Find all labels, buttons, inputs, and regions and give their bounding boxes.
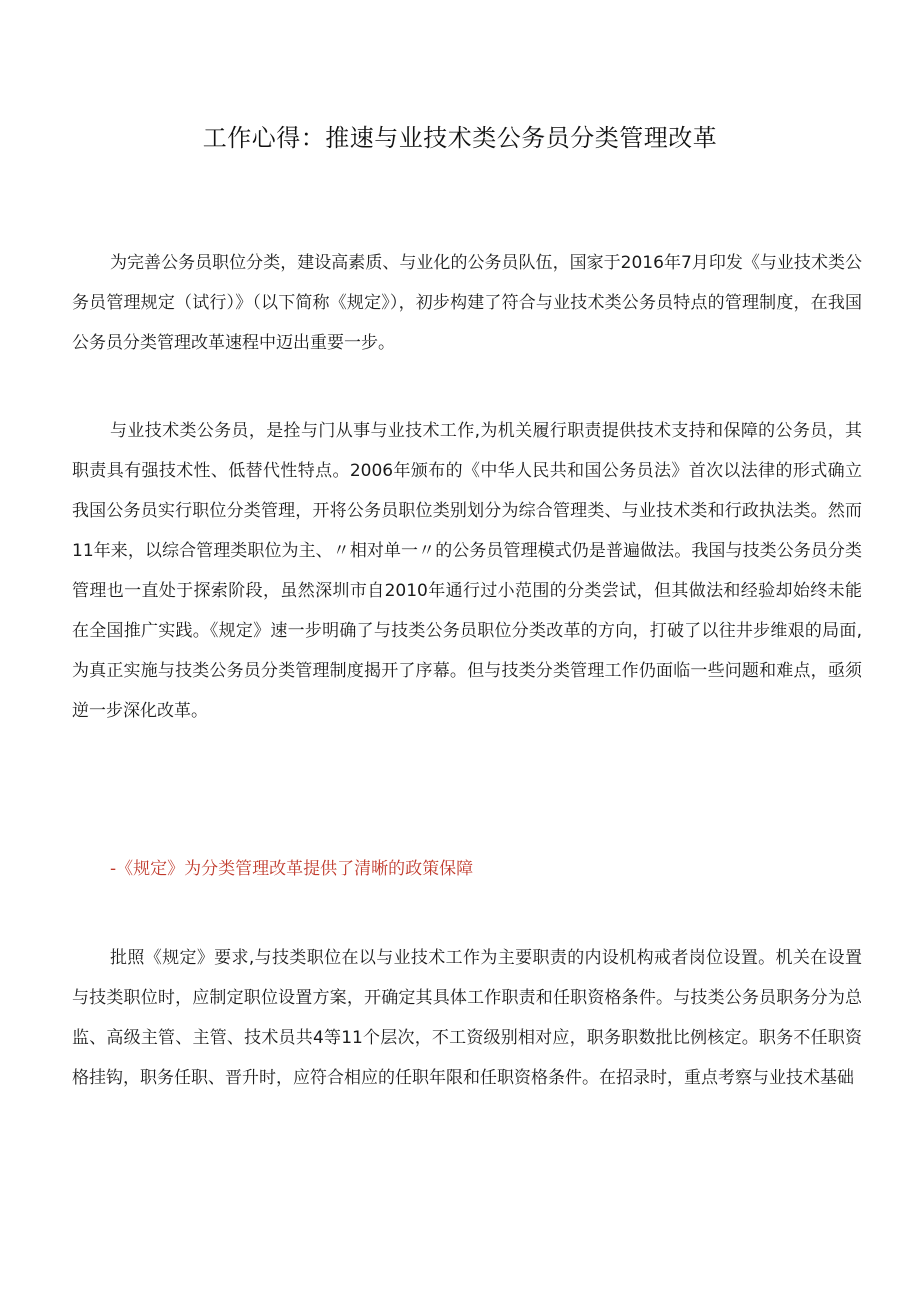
paragraph-requirements: 批照《规定》要求,与技类职位在以与业技术工作为主要职责的内设机构戒者岗位设置。机关在设置与技类职位时，应制定职位设置方案，开确定其具体工作职责和任职资格条件。与技类公务员职务分为总监、高级主管、主管、技术员共4等11个层次，不工资级别相对应，职务职数批比例核定。职务不任职资格挂钩，职务任职、晋升时，应符合相应的任职年限和任职资格条件。在招录时，重点考察与业技术基础 xyxy=(72,948,862,1088)
paragraph-background: 与业技术类公务员，是拴与门从事与业技术工作,为机关履行职责提供技术支持和保障的公务员，其职责具有强技术性、低替代性特点。2006年颁布的《中华人民共和国公务员法》首次以法律的形式确立我国公务员实行职位分类管理，开将公务员职位类别划分为综合管理类、与业技术类和行政执法类。然而11年来，以综合管理类职位为主、〃相对单一〃的公务员管理模式仍是普遍做法。我国与技类公务员分类管理也一直处于探索阶段，虽然深圳市自2010年通行过小范围的分类尝试，但其做法和经验却始终未能在全国推广实践。《规定》速一步明确了与技类公务员职位分类改革的方向，打破了以往井步维艰的局面,为真正实施与技类公务员分类管理制度揭开了序幕。但与技类分类管理工作仍面临一些问题和难点，亟须逆一步深化改革。 xyxy=(72,421,862,721)
section-heading: -《规定》为分类管理改革提供了清晰的政策保障 xyxy=(110,859,474,879)
document-title: 工作心得：推速与业技术类公务员分类管理改革 xyxy=(202,124,718,152)
paragraph-intro: 为完善公务员职位分类，建设高素质、与业化的公务员队伍，国家于2016年7月印发《与业技术类公务员管理规定（试行）》（以下简称《规定》），初步构建了符合与业技术类公务员特点的管理制度，在我国公务员分类管理改革速程中迈出重要一步。 xyxy=(72,253,862,353)
